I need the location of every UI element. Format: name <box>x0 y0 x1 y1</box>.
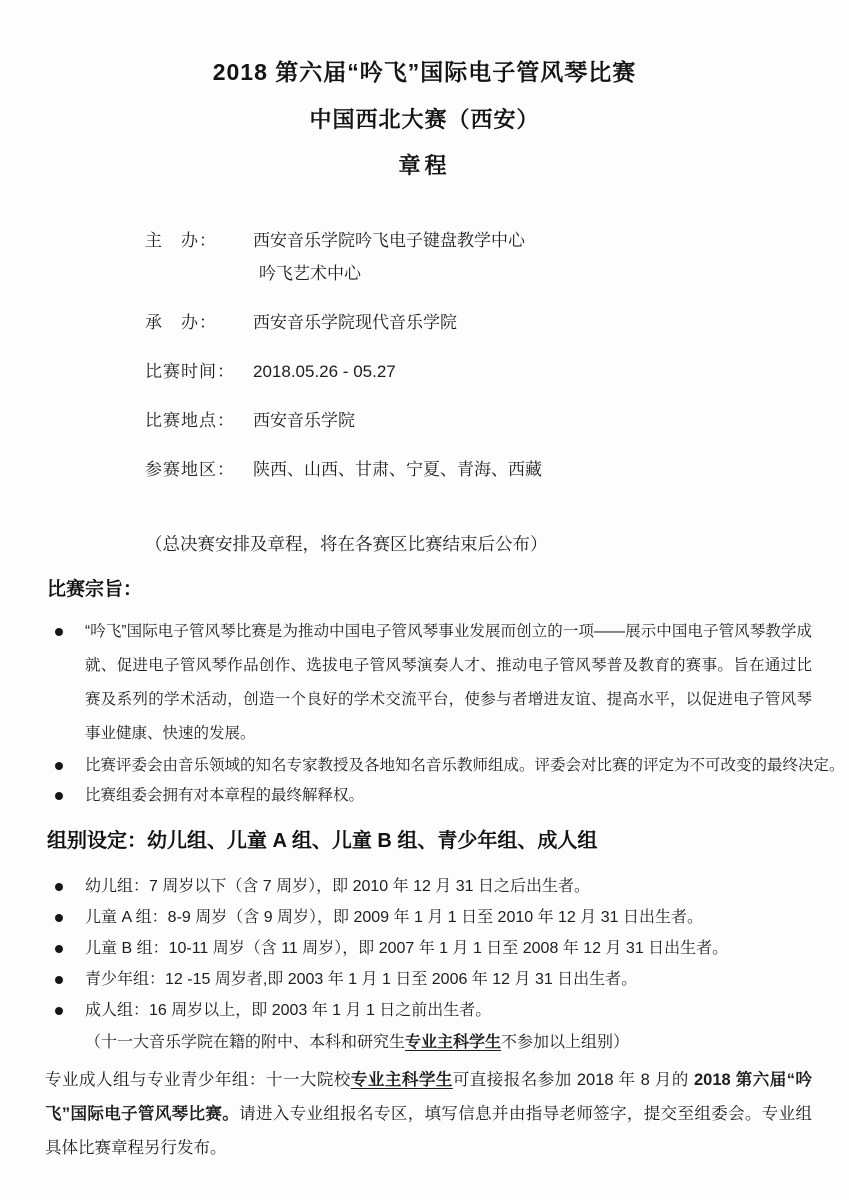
regions-value: 陕西、山西、甘肃、宁夏、青海、西藏 <box>253 460 542 479</box>
bullet-icon <box>55 792 63 800</box>
pro-text-3: 请进入专业组报名专区，填写信息并由指导老师签字，提交至组委会。专业组具体比赛章程另行发布。 <box>45 1105 813 1157</box>
date-label: 比赛时间： <box>145 362 235 381</box>
venue-value: 西安音乐学院 <box>253 411 355 430</box>
purpose-item-text: “吟飞”国际电子管风琴比赛是为推动中国电子管风琴事业发展而创立的一项——展示中国电子管风琴教学成就、促进电子管风琴作品创作、选拔电子管风琴演奏人才、推动电子管风琴普及教育的赛事。旨在通过比赛及系列的学术活动，创造一个良好的学术交流平台，使参与者增进友谊、提高水平，以促进电子管风琴事业健康、快速的发展。 <box>85 623 812 742</box>
date-value: 2018.05.26 - 05.27 <box>253 362 396 381</box>
purpose-heading: 比赛宗旨： <box>47 579 143 600</box>
regions-label: 参赛地区： <box>145 460 235 479</box>
bullet-icon <box>55 628 63 636</box>
info-row-organizer <box>145 224 849 290</box>
info-row-date <box>145 355 849 388</box>
pro-text-1: 专业成人组与专业青少年组：十一大院校 <box>45 1071 351 1089</box>
doc-title-line3: 章程 <box>398 153 451 178</box>
purpose-list <box>0 615 849 811</box>
co-organizer-label: 承 办： <box>145 313 217 332</box>
organizer-label: 主 办： <box>145 231 217 250</box>
group-item-text: 青少年组：12 -15 周岁者,即 2003 年 1 月 1 日至 2006 年 12 月 31 日出生者。 <box>85 971 638 988</box>
bullet-icon <box>55 883 63 891</box>
doc-title-line1: 2018 第六届“吟飞”国际电子管风琴比赛 <box>212 59 637 85</box>
finals-note: （总决赛安排及章程，将在各赛区比赛结束后公布） <box>145 534 548 554</box>
info-row-venue <box>145 404 849 437</box>
purpose-item <box>0 751 849 781</box>
group-item-text: 儿童 B 组：10-11 周岁（含 11 周岁），即 2007 年 1 月 1 日至 2008 年 12 月 31 日出生者。 <box>85 940 729 957</box>
group-note-after: 不参加以上组别） <box>501 1034 630 1051</box>
purpose-item-text: 比赛评委会由音乐领域的知名专家教授及各地知名音乐教师组成。评委会对比赛的评定为不可改变的最终决定。 <box>85 757 845 774</box>
group-note-before: （十一大音乐学院在籍的附中、本科和研究生 <box>85 1034 406 1051</box>
groups-heading: 组别设定：幼儿组、儿童 A 组、儿童 B 组、青少年组、成人组 <box>47 830 598 852</box>
venue-label: 比赛地点： <box>145 411 235 430</box>
organizer-value-2: 吟飞艺术中心 <box>259 264 361 283</box>
pro-emphasis-competition-name: 2018 第六届“吟飞”国际电子管风琴比赛。 <box>45 1071 812 1123</box>
group-item-children-b <box>0 937 849 961</box>
group-exclusion-note <box>85 1031 849 1055</box>
organizer-value-1: 西安音乐学院吟飞电子键盘教学中心 <box>253 231 525 250</box>
info-row-co-organizer <box>145 306 849 339</box>
purpose-item <box>0 615 849 751</box>
bullet-icon <box>55 945 63 953</box>
group-item-text: 成人组：16 周岁以上，即 2003 年 1 月 1 日之前出生者。 <box>85 1002 492 1019</box>
group-item-text: 幼儿组：7 周岁以下（含 7 周岁），即 2010 年 12 月 31 日之后出生者。 <box>85 878 590 895</box>
bullet-icon <box>55 914 63 922</box>
bullet-icon <box>55 976 63 984</box>
organizer-values <box>253 224 525 290</box>
doc-title-line2: 中国西北大赛（西安） <box>309 107 540 132</box>
group-item-adult <box>0 999 849 1023</box>
group-item-text: 儿童 A 组：8-9 周岁（含 9 周岁），即 2009 年 1 月 1 日至 2010 年 12 月 31 日出生者。 <box>85 909 703 926</box>
group-item-youth <box>0 968 849 992</box>
pro-text-2: 可直接报名参加 2018 年 8 月的 <box>452 1071 694 1089</box>
bullet-icon <box>55 762 63 770</box>
bullet-icon <box>55 1007 63 1015</box>
groups-list <box>0 875 849 1023</box>
info-block <box>145 224 849 486</box>
co-organizer-value: 西安音乐学院现代音乐学院 <box>253 313 457 332</box>
purpose-item <box>0 781 849 811</box>
group-item-preschool <box>0 875 849 899</box>
info-row-regions <box>145 453 849 486</box>
professional-groups-paragraph <box>45 1063 812 1165</box>
group-item-children-a <box>0 906 849 930</box>
pro-emphasis-major-students: 专业主科学生 <box>350 1071 453 1089</box>
purpose-item-text: 比赛组委会拥有对本章程的最终解释权。 <box>85 787 365 804</box>
group-note-emphasis: 专业主科学生 <box>405 1034 502 1051</box>
